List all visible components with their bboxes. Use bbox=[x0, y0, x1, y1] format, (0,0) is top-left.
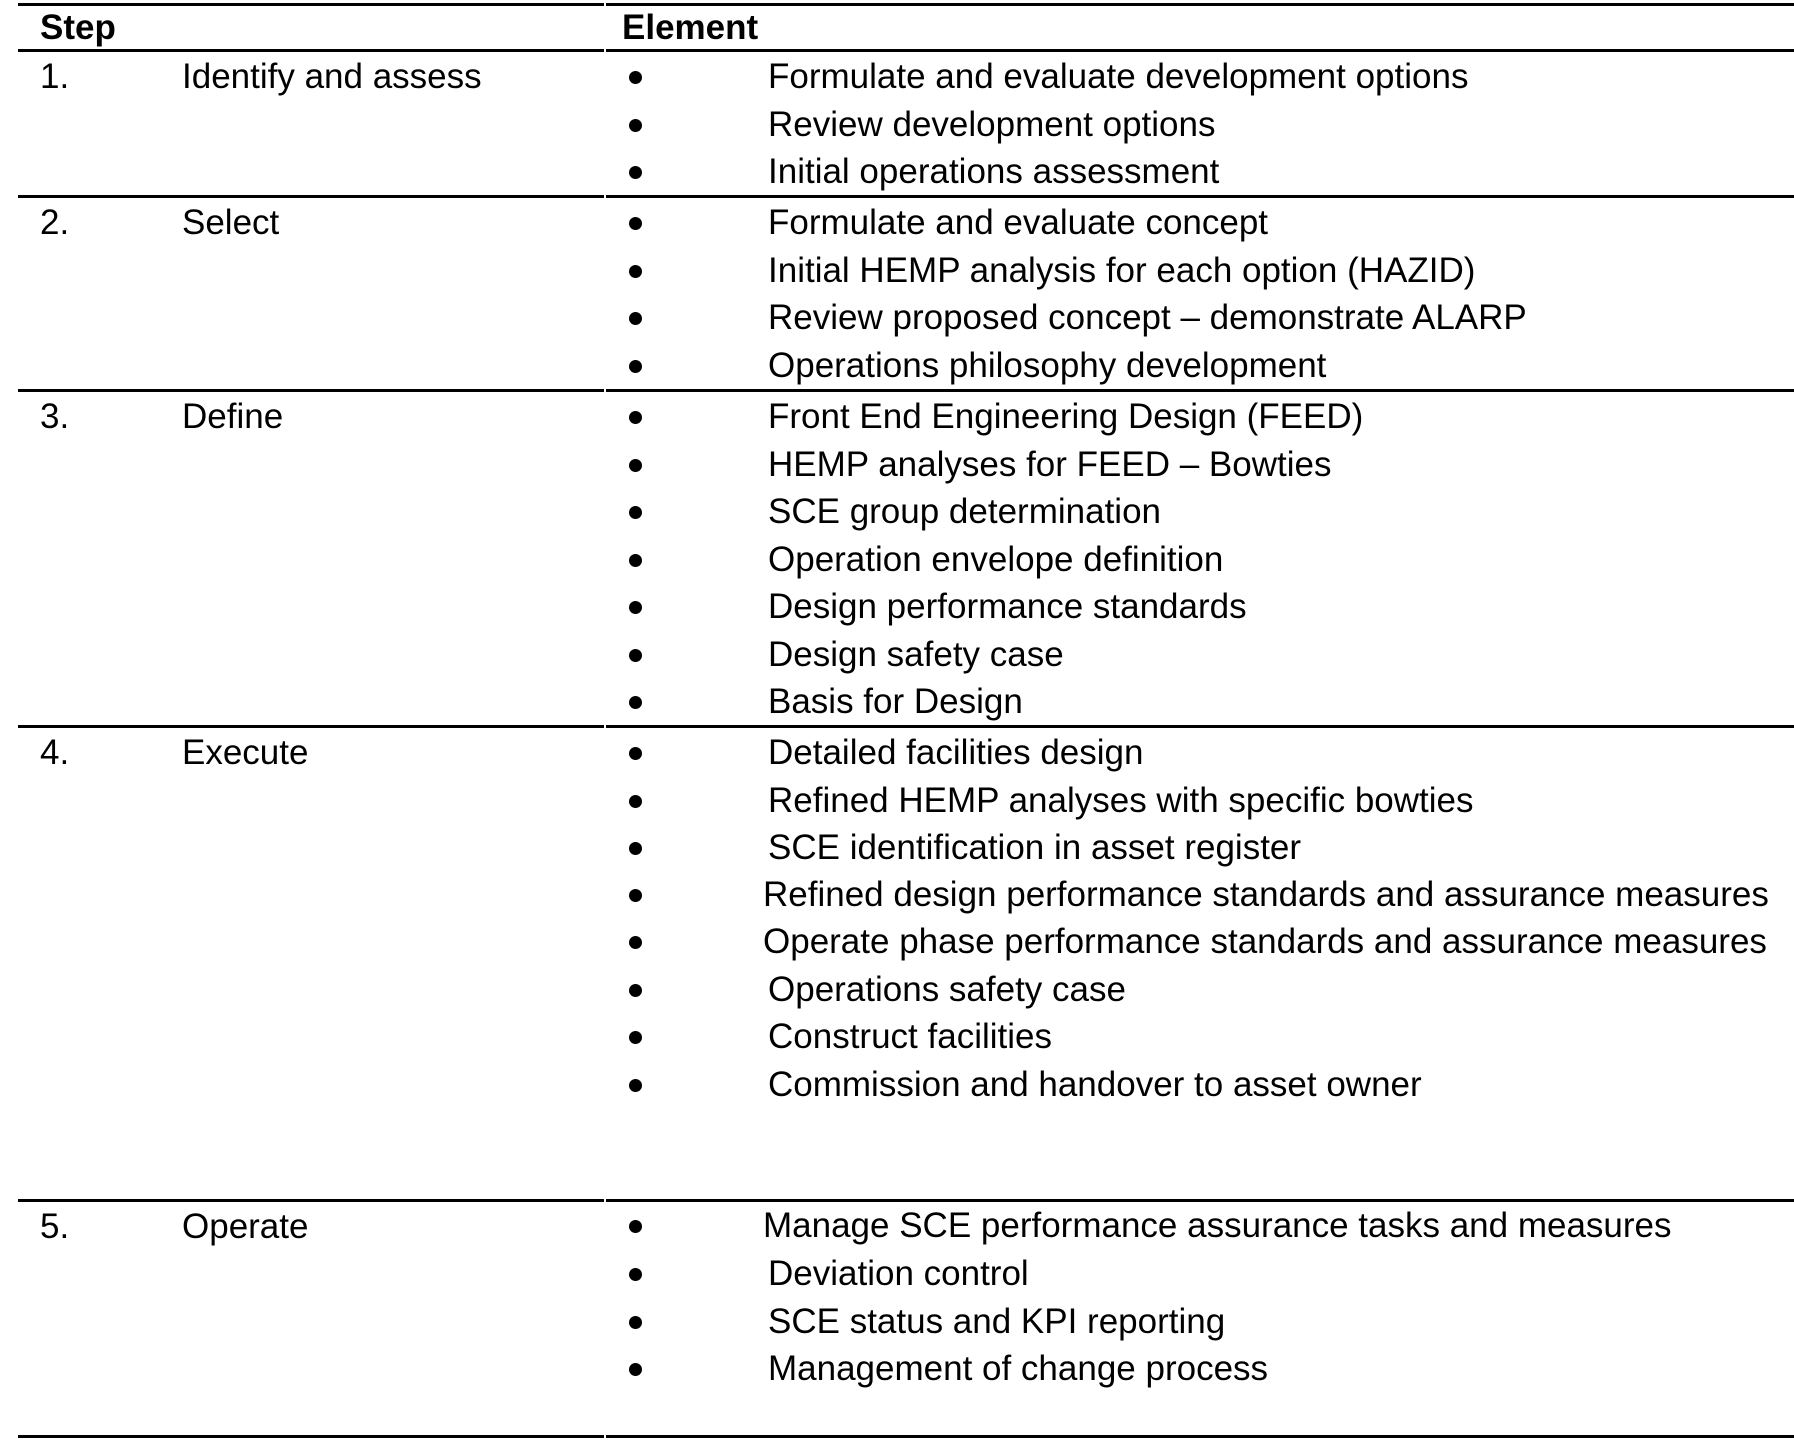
bullet-icon bbox=[629, 1079, 642, 1092]
list-item bbox=[605, 777, 1773, 825]
element-text: Operations philosophy development bbox=[768, 345, 1327, 385]
element-text: Front End Engineering Design (FEED) bbox=[768, 397, 1364, 436]
element-text: SCE status and KPI reporting bbox=[768, 1301, 1226, 1341]
bullet-icon bbox=[629, 265, 642, 278]
step-label: Operate bbox=[182, 1207, 309, 1246]
bullet-icon bbox=[629, 1363, 642, 1376]
list-item bbox=[605, 441, 1773, 489]
step-label: Identify and assess bbox=[182, 57, 482, 96]
bullet-icon bbox=[629, 411, 642, 424]
list-item bbox=[605, 583, 1773, 631]
list-item bbox=[605, 631, 1773, 679]
table-top-rule bbox=[18, 3, 1794, 6]
list-item bbox=[605, 872, 1773, 919]
bullet-icon bbox=[629, 1220, 642, 1233]
list-item bbox=[605, 1298, 1773, 1346]
element-list bbox=[605, 1203, 1773, 1393]
element-list bbox=[605, 393, 1773, 726]
list-item bbox=[605, 294, 1773, 342]
element-text: SCE group determination bbox=[768, 492, 1161, 531]
bullet-icon bbox=[629, 1031, 642, 1044]
list-item bbox=[605, 1345, 1773, 1393]
list-item bbox=[605, 678, 1773, 726]
bullet-icon bbox=[629, 649, 642, 662]
element-text: Commission and handover to asset owner bbox=[768, 1064, 1422, 1104]
list-item bbox=[605, 247, 1773, 295]
element-text: Deviation control bbox=[768, 1254, 1029, 1293]
element-text: SCE identification in asset register bbox=[768, 828, 1302, 867]
list-item bbox=[605, 101, 1773, 149]
step-number: 4. bbox=[40, 733, 70, 772]
element-text: Review development options bbox=[768, 104, 1216, 144]
bullet-icon bbox=[629, 601, 642, 614]
bullet-icon bbox=[629, 984, 642, 997]
element-text: Design safety case bbox=[768, 634, 1064, 674]
list-item bbox=[605, 148, 1773, 196]
header-bottom-rule bbox=[18, 49, 1794, 52]
element-text: Formulate and evaluate concept bbox=[768, 203, 1269, 242]
element-text: Review proposed concept – demonstrate ALARP bbox=[768, 298, 1527, 337]
element-text: Formulate and evaluate development options bbox=[768, 57, 1469, 96]
element-text: Operations safety case bbox=[768, 969, 1126, 1009]
bullet-icon bbox=[629, 506, 642, 519]
list-item bbox=[605, 536, 1773, 584]
list-item bbox=[605, 1061, 1773, 1109]
list-item bbox=[605, 342, 1773, 390]
step-number: 2. bbox=[40, 203, 70, 242]
bullet-icon bbox=[629, 747, 642, 760]
bullet-icon bbox=[629, 554, 642, 567]
bullet-icon bbox=[629, 889, 642, 902]
element-text: Initial operations assessment bbox=[768, 152, 1220, 191]
bullet-icon bbox=[629, 1316, 642, 1329]
bullet-icon bbox=[629, 795, 642, 808]
element-text: Operate phase performance standards and assurance measures bbox=[763, 921, 1767, 961]
list-item bbox=[605, 393, 1773, 441]
element-text: Manage SCE performance assurance tasks and measures bbox=[763, 1206, 1672, 1245]
row-divider bbox=[18, 389, 1794, 392]
table-bottom-rule bbox=[18, 1435, 1794, 1438]
list-item bbox=[605, 488, 1773, 536]
bullet-icon bbox=[629, 360, 642, 373]
header-element: Element bbox=[622, 8, 759, 47]
list-item bbox=[605, 824, 1773, 872]
list-item bbox=[605, 919, 1773, 966]
bullet-icon bbox=[629, 842, 642, 855]
element-text: HEMP analyses for FEED – Bowties bbox=[768, 444, 1332, 484]
bullet-icon bbox=[629, 71, 642, 84]
bullet-icon bbox=[629, 312, 642, 325]
element-text: Design performance standards bbox=[768, 587, 1247, 626]
element-text: Management of change process bbox=[768, 1349, 1269, 1388]
element-list bbox=[605, 53, 1773, 196]
list-item bbox=[605, 729, 1773, 777]
step-label: Execute bbox=[182, 733, 309, 772]
element-text: Construct facilities bbox=[768, 1017, 1052, 1056]
bullet-icon bbox=[629, 119, 642, 132]
element-text: Initial HEMP analysis for each option (HAZID) bbox=[768, 250, 1476, 290]
element-list bbox=[605, 199, 1773, 389]
bullet-icon bbox=[629, 696, 642, 709]
list-item bbox=[605, 1203, 1773, 1250]
step-number: 3. bbox=[40, 397, 70, 436]
bullet-icon bbox=[629, 166, 642, 179]
bullet-icon bbox=[629, 217, 642, 230]
element-text: Operation envelope definition bbox=[768, 539, 1224, 579]
row-divider bbox=[18, 1199, 1794, 1202]
step-label: Define bbox=[182, 397, 284, 436]
element-text: Detailed facilities design bbox=[768, 733, 1144, 772]
element-text: Refined design performance standards and assurance measures bbox=[763, 874, 1769, 914]
element-text: Basis for Design bbox=[768, 682, 1023, 721]
list-item bbox=[605, 1250, 1773, 1298]
list-item bbox=[605, 966, 1773, 1014]
step-number: 5. bbox=[40, 1207, 70, 1246]
step-label: Select bbox=[182, 203, 280, 242]
element-text: Refined HEMP analyses with specific bowties bbox=[768, 780, 1474, 820]
bullet-icon bbox=[629, 459, 642, 472]
header-step: Step bbox=[40, 8, 116, 47]
element-list bbox=[605, 729, 1773, 1108]
list-item bbox=[605, 1013, 1773, 1061]
bullet-icon bbox=[629, 936, 642, 949]
list-item bbox=[605, 199, 1773, 247]
bullet-icon bbox=[629, 1268, 642, 1281]
list-item bbox=[605, 53, 1773, 101]
step-number: 1. bbox=[40, 57, 70, 96]
